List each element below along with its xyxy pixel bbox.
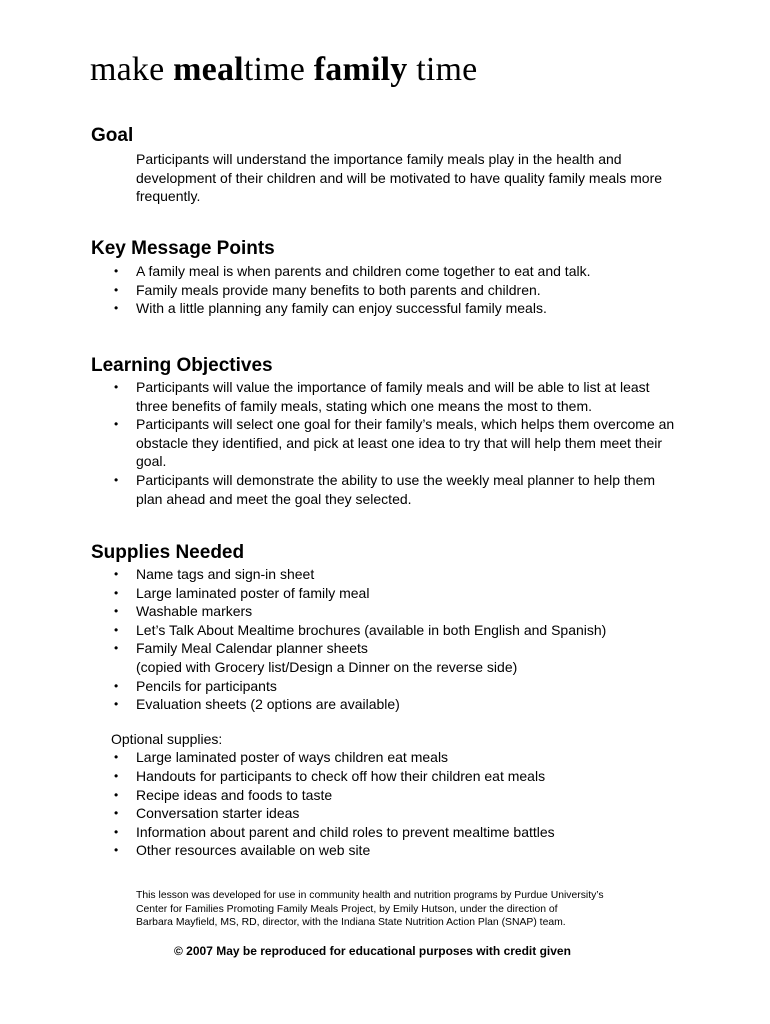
list-item bbox=[91, 299, 676, 318]
footnote-line: This lesson was developed for use in community health and nutrition programs by Purdue University’s bbox=[136, 890, 604, 901]
bullet-icon: • bbox=[114, 417, 119, 432]
title-part-time-end: time bbox=[407, 51, 478, 88]
bullet-icon: • bbox=[114, 768, 119, 783]
key-messages-list bbox=[91, 262, 711, 318]
list-item bbox=[91, 823, 676, 842]
list-item-text: Other resources available on web site bbox=[136, 842, 371, 859]
objectives-heading: Learning Objectives bbox=[91, 355, 273, 376]
list-item-text: Information about parent and child roles to prevent mealtime battles bbox=[136, 823, 555, 840]
list-item-text: Handouts for participants to check off how their children eat meals bbox=[136, 767, 546, 784]
optional-supplies-label: Optional supplies: bbox=[111, 730, 223, 747]
list-item bbox=[91, 262, 676, 281]
list-item bbox=[91, 378, 676, 415]
list-item bbox=[91, 621, 676, 640]
list-item bbox=[91, 281, 676, 300]
bullet-icon: • bbox=[114, 622, 119, 637]
objectives-list bbox=[91, 378, 711, 508]
list-item-text: Let’s Talk About Mealtime brochures (available in both English and Spanish) bbox=[136, 621, 607, 638]
bullet-icon: • bbox=[114, 282, 119, 297]
bullet-icon: • bbox=[114, 824, 119, 839]
bullet-icon: • bbox=[114, 585, 119, 600]
page-title bbox=[90, 50, 477, 90]
copyright-notice: © 2007 May be reproduced for educational purposes with credit given bbox=[174, 944, 571, 958]
bullet-icon: • bbox=[114, 787, 119, 802]
list-item-text: Participants will demonstrate the ability to use the weekly meal planner to help them plan ahead and meet the goal they selected. bbox=[136, 471, 656, 507]
bullet-icon: • bbox=[114, 843, 119, 858]
list-item-text: Participants will select one goal for their family’s meals, which helps them overcome an obstacle they identified, and pick at least one idea to try that will help them meet their goal. bbox=[136, 416, 675, 470]
list-item bbox=[91, 786, 676, 805]
list-item bbox=[91, 639, 676, 676]
goal-text: Participants will understand the importance family meals play in the health and development of their children and will be motivated to have quality family meals more frequently. bbox=[136, 151, 663, 204]
supplies-list bbox=[91, 565, 711, 714]
footnote-line: Barbara Mayfield, MS, RD, director, with the Indiana State Nutrition Action Plan (SNAP) team. bbox=[136, 917, 566, 928]
bullet-icon: • bbox=[114, 641, 119, 656]
bullet-icon: • bbox=[114, 380, 119, 394]
list-item bbox=[91, 804, 676, 823]
goal-heading: Goal bbox=[91, 125, 134, 146]
title-part-time: time bbox=[243, 51, 314, 88]
list-item bbox=[91, 565, 676, 584]
list-item-text: Washable markers bbox=[136, 603, 253, 620]
key-messages-heading: Key Message Points bbox=[91, 238, 275, 259]
list-item-text: Participants will value the importance of family meals and will be able to list at least three benefits of family meals, stating which one means the most to them. bbox=[136, 379, 650, 414]
list-item-text: Large laminated poster of ways children eat meals bbox=[136, 749, 449, 766]
list-item-text: With a little planning any family can enjoy successful family meals. bbox=[136, 300, 547, 317]
bullet-icon: • bbox=[114, 301, 119, 316]
list-item bbox=[91, 748, 676, 767]
title-part-family: family bbox=[313, 51, 408, 88]
list-item-text: Recipe ideas and foods to taste bbox=[136, 786, 333, 803]
list-item-text: Name tags and sign-in sheet bbox=[136, 566, 315, 582]
list-item-text: Family meals provide many benefits to both parents and children. bbox=[136, 281, 541, 298]
list-item bbox=[91, 584, 676, 603]
supplies-heading: Supplies Needed bbox=[91, 542, 245, 563]
list-item bbox=[91, 602, 676, 621]
bullet-icon: • bbox=[114, 750, 119, 765]
bullet-icon: • bbox=[114, 567, 119, 581]
list-item bbox=[91, 841, 676, 860]
list-item-text: Pencils for participants bbox=[136, 677, 277, 694]
key-messages-section bbox=[91, 237, 711, 318]
list-item bbox=[91, 677, 676, 696]
footnote-line: Center for Families Promoting Family Meals Project, by Emily Hutson, under the direction of bbox=[136, 903, 558, 915]
goal-section bbox=[91, 124, 711, 206]
bullet-icon: • bbox=[114, 604, 119, 619]
bullet-icon: • bbox=[114, 264, 119, 278]
list-item-text: Family Meal Calendar planner sheets bbox=[136, 640, 368, 657]
list-item-text: A family meal is when parents and children come together to eat and talk. bbox=[136, 263, 591, 279]
bullet-icon: • bbox=[114, 806, 119, 821]
calendar-note: (copied with Grocery list/Design a Dinner on the reverse side) bbox=[136, 658, 518, 675]
list-item bbox=[91, 471, 676, 508]
list-item-text: Conversation starter ideas bbox=[136, 805, 300, 822]
bullet-icon: • bbox=[114, 678, 119, 693]
bullet-icon: • bbox=[114, 697, 119, 712]
list-item-text: Large laminated poster of family meal bbox=[136, 584, 370, 601]
optional-supplies-list bbox=[91, 748, 711, 860]
credits-footnote bbox=[136, 889, 676, 930]
list-item bbox=[91, 695, 676, 714]
list-item bbox=[91, 767, 676, 786]
list-item-text: Evaluation sheets (2 options are available) bbox=[136, 696, 400, 713]
bullet-icon: • bbox=[114, 472, 119, 487]
supplies-section bbox=[91, 541, 711, 860]
title-part-make: make bbox=[90, 51, 174, 88]
objectives-section bbox=[91, 354, 711, 508]
list-item bbox=[91, 415, 676, 471]
title-part-meal: meal bbox=[173, 51, 244, 88]
